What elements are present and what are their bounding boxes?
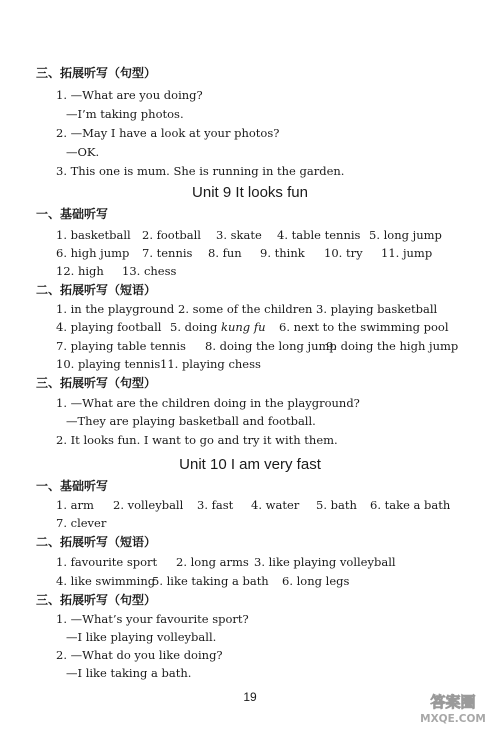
word-item: 7. clever bbox=[56, 516, 107, 530]
word-item: 11. jump bbox=[381, 246, 433, 260]
word-item: 6. high jump bbox=[56, 246, 130, 260]
sentence-line: 2. It looks fun. I want to go and try it with them. bbox=[56, 433, 338, 447]
word-item: 5. bath bbox=[316, 498, 357, 512]
word-item: 2. volleyball bbox=[113, 498, 184, 512]
phrase-item: 5. like taking a bath bbox=[152, 574, 269, 588]
word-item: 13. chess bbox=[122, 264, 177, 278]
page-number: 19 bbox=[243, 690, 257, 704]
phrase-item bbox=[170, 320, 265, 334]
word-item: 10. try bbox=[324, 246, 363, 260]
word-item: 4. water bbox=[251, 498, 300, 512]
phrase-item: 2. long arms bbox=[176, 555, 249, 569]
phrase-item: 6. long legs bbox=[282, 574, 350, 588]
phrase-item: 6. next to the swimming pool bbox=[279, 320, 449, 334]
section-heading: 一、基础听写 bbox=[36, 207, 109, 221]
phrase-item: 4. like swimming bbox=[56, 574, 156, 588]
phrase-italic: kung fu bbox=[221, 320, 266, 334]
word-item: 2. football bbox=[142, 228, 201, 242]
watermark-text: 答案圈 bbox=[430, 693, 476, 711]
unit-title: Unit 9 It looks fun bbox=[192, 184, 308, 201]
word-item: 5. long jump bbox=[369, 228, 442, 242]
word-item: 1. basketball bbox=[56, 228, 131, 242]
sentence-line: 1. —What’s your favourite sport? bbox=[56, 612, 249, 626]
sentence-line: 3. This one is mum. She is running in the garden. bbox=[56, 164, 345, 178]
section-heading: 三、拓展听写（句型） bbox=[36, 376, 157, 390]
section-heading: 三、拓展听写（句型） bbox=[36, 66, 157, 80]
word-item: 12. high bbox=[56, 264, 104, 278]
phrase-item: 3. like playing volleyball bbox=[254, 555, 396, 569]
word-item: 3. skate bbox=[216, 228, 262, 242]
phrase-item: 3. playing basketball bbox=[316, 302, 438, 316]
unit-title: Unit 10 I am very fast bbox=[179, 456, 321, 473]
phrase-item: 8. doing the long jump bbox=[205, 339, 337, 353]
sentence-line: 2. —What do you like doing? bbox=[56, 648, 223, 662]
sentence-line: —They are playing basketball and football. bbox=[66, 414, 316, 428]
phrase-item: 9. doing the high jump bbox=[326, 339, 459, 353]
sentence-line: 1. —What are the children doing in the playground? bbox=[56, 396, 360, 410]
sentence-line: —I like taking a bath. bbox=[66, 666, 192, 680]
word-item: 8. fun bbox=[208, 246, 242, 260]
phrase-item: 2. some of the children bbox=[178, 302, 313, 316]
word-item: 9. think bbox=[260, 246, 305, 260]
section-heading: 三、拓展听写（句型） bbox=[36, 593, 157, 607]
phrase-text: 5. doing bbox=[170, 320, 218, 334]
sentence-line: —I like playing volleyball. bbox=[66, 630, 217, 644]
word-item: 1. arm bbox=[56, 498, 94, 512]
section-heading: 二、拓展听写（短语） bbox=[36, 535, 157, 549]
sentence-line: 2. —May I have a look at your photos? bbox=[56, 126, 280, 140]
watermark-url: MXQE.COM bbox=[420, 713, 486, 725]
watermark-logo bbox=[412, 691, 494, 725]
word-item: 6. take a bath bbox=[370, 498, 451, 512]
sentence-line: —OK. bbox=[66, 145, 100, 159]
phrase-item: 1. in the playground bbox=[56, 302, 175, 316]
phrase-item: 4. playing football bbox=[56, 320, 162, 334]
word-item: 4. table tennis bbox=[277, 228, 361, 242]
phrase-item: 1. favourite sport bbox=[56, 555, 158, 569]
word-item: 3. fast bbox=[197, 498, 234, 512]
phrase-item: 10. playing tennis bbox=[56, 357, 161, 371]
sentence-line: 1. —What are you doing? bbox=[56, 88, 203, 102]
section-heading: 一、基础听写 bbox=[36, 479, 109, 493]
section-heading: 二、拓展听写（短语） bbox=[36, 283, 157, 297]
phrase-item: 7. playing table tennis bbox=[56, 339, 186, 353]
word-item: 7. tennis bbox=[142, 246, 193, 260]
phrase-item: 11. playing chess bbox=[160, 357, 261, 371]
sentence-line: —I’m taking photos. bbox=[66, 107, 184, 121]
